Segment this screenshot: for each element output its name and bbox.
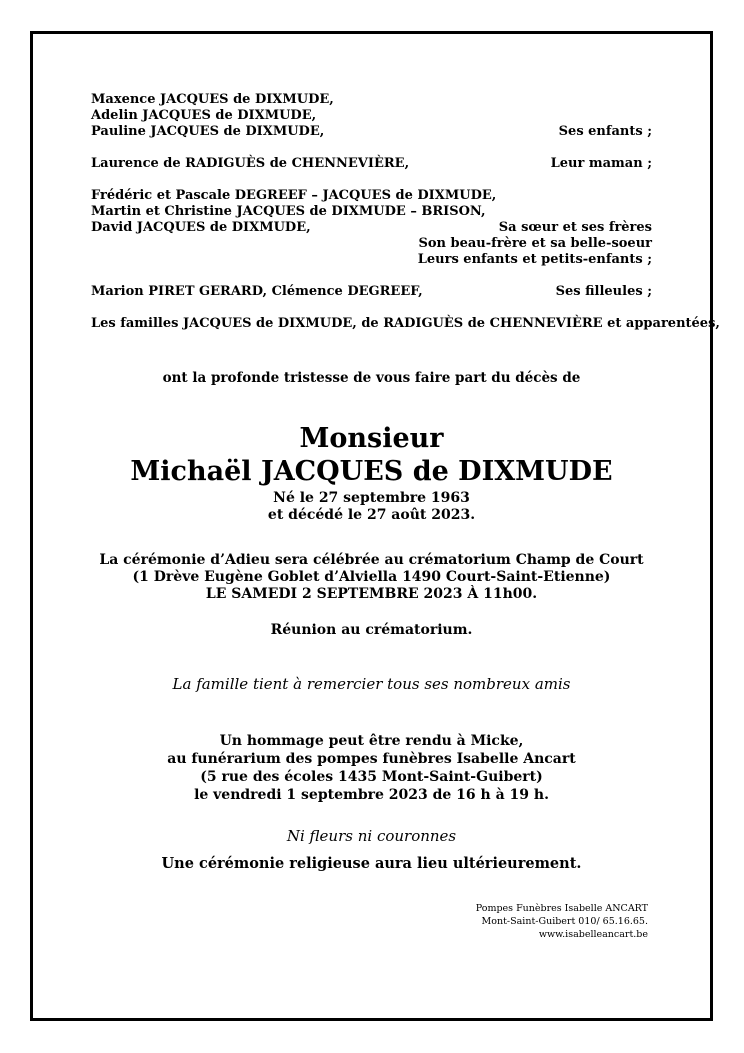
family-names: Frédéric et Pascale DEGREEF – JACQUES de DIXMUDE, [91, 188, 497, 203]
funeral-home-info [91, 902, 652, 941]
page-content [91, 92, 720, 998]
no-flowers-line: Ni fleurs ni couronnes [286, 827, 457, 845]
funeral-home-line: Mont-Saint-Guibert 010/ 65.16.65. [481, 916, 648, 927]
family-line [91, 140, 652, 156]
family-line [91, 300, 652, 316]
tribute-line: Un hommage peut être rendu à Micke, [219, 733, 524, 749]
family-line [91, 284, 652, 300]
family-line [91, 220, 652, 236]
thanks-line: La famille tient à remercier tous ses nombreux amis [172, 675, 571, 693]
family-line [91, 204, 652, 220]
relation-label: Sa sœur et ses frères [498, 220, 652, 235]
relation-label: Son beau-frère et sa belle-soeur [418, 236, 652, 251]
deceased-name: Michaël JACQUES de DIXMUDE [130, 456, 613, 487]
death-line: et décédé le 27 août 2023. [267, 507, 476, 523]
birth-line: Né le 27 septembre 1963 [273, 490, 470, 506]
relation-label: Ses filleules ; [555, 284, 652, 299]
family-names: Maxence JACQUES de DIXMUDE, [91, 92, 334, 107]
family-line [91, 172, 652, 188]
funeral-home-line: Pompes Funèbres Isabelle ANCART [475, 903, 648, 914]
family-names [91, 140, 96, 156]
family-names: Laurence de RADIGUÈS de CHENNEVIÈRE, [91, 156, 410, 171]
tribute-line: le vendredi 1 septembre 2023 de 16 h à 19 h. [194, 787, 549, 803]
family-line [91, 252, 652, 268]
tribute-line: au funérarium des pompes funèbres Isabelle Ancart [167, 751, 576, 767]
relation-label: Leur maman ; [550, 156, 652, 171]
religious-ceremony-line: Une cérémonie religieuse aura lieu ultérieurement. [161, 855, 582, 872]
tribute-line: (5 rue des écoles 1435 Mont-Saint-Guibert) [200, 769, 543, 785]
family-names [91, 236, 96, 252]
ceremony-line: (1 Drève Eugène Goblet d’Alviella 1490 Court-Saint-Etienne) [132, 569, 611, 585]
family-line [91, 108, 652, 124]
announcement-text: ont la profonde tristesse de vous faire part du décès de [162, 370, 581, 386]
family-line [91, 156, 652, 172]
family-names: Martin et Christine JACQUES de DIXMUDE – BRISON, [91, 204, 486, 219]
family-names: Les familles JACQUES de DIXMUDE, de RADIGUÈS de CHENNEVIÈRE et apparentées, [91, 316, 720, 331]
tribute-section [91, 732, 652, 804]
funeral-home-line: www.isabelleancart.be [538, 929, 648, 940]
ceremony-section [91, 552, 652, 603]
family-line [91, 316, 720, 332]
family-names: Pauline JACQUES de DIXMUDE, [91, 124, 325, 139]
family-names [91, 268, 96, 284]
relation-label: Ses enfants ; [558, 124, 652, 139]
page-border [30, 31, 720, 1021]
deceased-title: Monsieur [299, 423, 444, 454]
relation-label: Leurs enfants et petits-enfants ; [417, 252, 652, 267]
family-names: Marion PIRET GERARD, Clémence DEGREEF, [91, 284, 423, 299]
family-names: Adelin JACQUES de DIXMUDE, [91, 108, 317, 123]
ceremony-line: LE SAMEDI 2 SEPTEMBRE 2023 À 11h00. [205, 586, 538, 602]
family-names [91, 172, 96, 188]
family-names [91, 300, 96, 316]
family-line [91, 188, 652, 204]
family-line [91, 268, 652, 284]
family-names: David JACQUES de DIXMUDE, [91, 220, 311, 235]
family-line [91, 92, 652, 108]
family-names [91, 252, 96, 268]
family-section [91, 92, 720, 332]
family-line [91, 124, 652, 140]
deceased-section [91, 422, 652, 524]
ceremony-line: La cérémonie d’Adieu sera célébrée au crématorium Champ de Court [99, 552, 644, 568]
family-line [91, 236, 652, 252]
reunion-line: Réunion au crématorium. [270, 622, 473, 638]
